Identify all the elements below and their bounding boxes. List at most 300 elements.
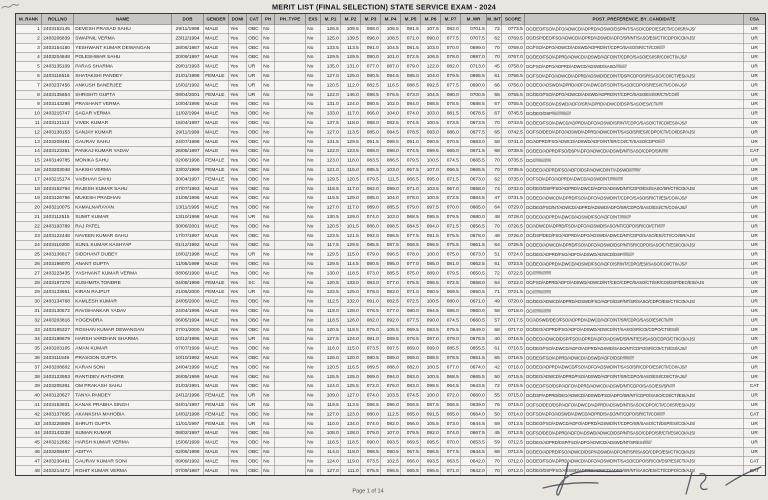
cell-gender: MALE bbox=[204, 184, 229, 193]
cell-m_p1: 120.5 bbox=[321, 278, 341, 287]
table-row bbox=[16, 325, 766, 334]
cell-m_p6: 096.5 bbox=[421, 278, 441, 287]
cell-name: PANKAJ KUMAR YADAV bbox=[74, 146, 172, 155]
cell-csa: CAT bbox=[744, 381, 766, 390]
cell-domi: Yes bbox=[229, 128, 247, 137]
cell-m_p4: 112.5 bbox=[381, 410, 401, 419]
cell-m_p3: 076.0 bbox=[361, 325, 381, 334]
cell-gender: MALE bbox=[204, 99, 229, 108]
cell-ph: No bbox=[262, 62, 275, 71]
cell-domi: Yes bbox=[229, 62, 247, 71]
cell-gender: MALE bbox=[204, 240, 229, 249]
cell-m_p2: 125.0 bbox=[341, 287, 361, 296]
cell-rollno: 2403123953 bbox=[42, 372, 74, 381]
table-row bbox=[16, 193, 766, 202]
cell-post_preference_by_candidate: DC/DEO/ADPRD/DSP/FSO/ADFO/ADWCD/ADSWD/NT/SR/ESI/////// bbox=[525, 438, 744, 447]
table-row bbox=[16, 353, 766, 362]
cell-m_p1: 125.5 bbox=[321, 372, 341, 381]
cell-m_p1: 131.5 bbox=[321, 137, 341, 146]
cell-m_p7: 073.0 bbox=[441, 419, 461, 428]
cell-exs: No bbox=[306, 334, 321, 343]
cell-m_p7: 071.0 bbox=[441, 466, 461, 476]
cell-score: 0717.5 bbox=[502, 316, 525, 325]
cell-m_p3: 079.5 bbox=[361, 175, 381, 184]
cell-ph_type bbox=[275, 128, 306, 137]
cell-gender: MALE bbox=[204, 62, 229, 71]
cell-dob: 13/11/1995 bbox=[172, 203, 204, 212]
cell-rollno: 2403134768 bbox=[42, 297, 74, 306]
cell-csa: UR bbox=[744, 165, 766, 174]
cell-csa: UR bbox=[744, 137, 766, 146]
cell-name: SAKSHI VERMA bbox=[74, 165, 172, 174]
cell-dob: 24/05/2000 bbox=[172, 297, 204, 306]
cell-post_preference_by_candidate: DC/FSO/ADFO/ADWCD/ADPRD/ADSWD/DEO/NT/DSP/CDPO/SR/SASO/COI/CTI/ESI/AJS/ bbox=[525, 71, 744, 80]
cell-m_p2: 131.0 bbox=[341, 62, 361, 71]
cell-m_p6: 103.0 bbox=[421, 43, 441, 52]
cell-m_wr: 0664.0 bbox=[461, 410, 487, 419]
cell-name: SIDDHANT DUBEY bbox=[74, 250, 172, 259]
cell-m_p4: 085.5 bbox=[381, 269, 401, 278]
cell-domi: Yes bbox=[229, 344, 247, 353]
cell-m_p5: 078.5 bbox=[401, 128, 421, 137]
column-header-gender: GENDER bbox=[204, 14, 229, 25]
cell-rollno: 2403195327 bbox=[42, 325, 74, 334]
cell-score: 0743.5 bbox=[502, 118, 525, 127]
cell-m_p5: 067.5 bbox=[401, 165, 421, 174]
cell-name: ANANT GUPTA bbox=[74, 259, 172, 268]
cell-m_p6: 096.5 bbox=[421, 447, 441, 456]
cell-domi: Yes bbox=[229, 287, 247, 296]
cell-score: 0773.5 bbox=[502, 24, 525, 33]
cell-dob: 08/02/1997 bbox=[172, 428, 204, 437]
cell-m_rank: 23 bbox=[16, 231, 42, 240]
cell-post_preference_by_candidate: DC/DEO/ADPRD/FSO/ADFO/DSP/ADWCD/NT/ADSWD////////// bbox=[525, 165, 744, 174]
cell-m_p5: 067.5 bbox=[401, 447, 421, 456]
cell-m_p2: 119.0 bbox=[341, 457, 361, 466]
cell-m_p6: 107.5 bbox=[421, 24, 441, 33]
cell-post_preference_by_candidate: DC/DEO/DSP///////////////// bbox=[525, 109, 744, 118]
cell-m_p6: 092.0 bbox=[421, 428, 441, 437]
cell-m_p3: 082.5 bbox=[361, 81, 381, 90]
cell-post_preference_by_candidate: DC/FSO/ADFO/ADSWD/ADWCD/ADPRD/SASO/NT/CDPO/SR/CTI/COI////// bbox=[525, 410, 744, 419]
cell-score: 0717.0 bbox=[502, 325, 525, 334]
cell-cat: UR bbox=[247, 391, 262, 400]
cell-m_p1: 126.0 bbox=[321, 353, 341, 362]
cell-m_p3: 090.0 bbox=[361, 438, 381, 447]
cell-m_p5: 066.0 bbox=[401, 457, 421, 466]
cell-csa: UR bbox=[744, 128, 766, 137]
cell-ph: No bbox=[262, 222, 275, 231]
cell-m_p2: 129.5 bbox=[341, 240, 361, 249]
cell-ph_type bbox=[275, 212, 306, 221]
cell-post_preference_by_candidate: DC/FSO/DEO/DSP/ADFO/ADWCD/ADPRD/ADSWD/NT/SASO/CDPO/CTI/COI/SR/ESI/AJS/ bbox=[525, 400, 744, 409]
cell-rollno: 2403152794 bbox=[42, 184, 74, 193]
cell-m_p4: 087.0 bbox=[381, 62, 401, 71]
cell-m_p4: 104.0 bbox=[381, 193, 401, 202]
cell-m_p3: 089.0 bbox=[361, 203, 381, 212]
cell-score: 0715.0 bbox=[502, 391, 525, 400]
cell-post_preference_by_candidate: DC/DEO/FSO/ADSWD/ADFO/SR/ADPRD/ADWCD/DSP/SASO/ESI/CTI///// bbox=[525, 99, 744, 108]
cell-m_int: 66 bbox=[487, 81, 502, 90]
cell-score: 0714.0 bbox=[502, 410, 525, 419]
cell-domi: Yes bbox=[229, 316, 247, 325]
cell-m_p7: 068.5 bbox=[441, 372, 461, 381]
cell-m_p4: 090.5 bbox=[381, 447, 401, 456]
cell-m_p4: 088.0 bbox=[381, 363, 401, 372]
cell-ph: No bbox=[262, 466, 275, 476]
cell-cat: SC bbox=[247, 278, 262, 287]
cell-gender: MALE bbox=[204, 212, 229, 221]
cell-csa: UR bbox=[744, 287, 766, 296]
cell-m_int: 57 bbox=[487, 316, 502, 325]
cell-rollno: 2403110200 bbox=[42, 240, 74, 249]
cell-m_wr: 0658.0 bbox=[461, 278, 487, 287]
cell-gender: FEMALE bbox=[204, 419, 229, 428]
cell-m_int: 67 bbox=[487, 99, 502, 108]
cell-cat: OBC bbox=[247, 175, 262, 184]
cell-m_wr: 0639.0 bbox=[461, 400, 487, 409]
cell-gender: FEMALE bbox=[204, 400, 229, 409]
cell-m_p4: 096.5 bbox=[381, 250, 401, 259]
cell-dob: 20/09/1997 bbox=[172, 52, 204, 61]
cell-m_p4: 097.5 bbox=[381, 344, 401, 353]
cell-m_int: 48 bbox=[487, 231, 502, 240]
cell-dob: 29/11/1999 bbox=[172, 128, 204, 137]
cell-m_p5: 079.0 bbox=[401, 203, 421, 212]
cell-score: 0712.5 bbox=[502, 447, 525, 456]
cell-m_int: 61 bbox=[487, 71, 502, 80]
cell-exs: No bbox=[306, 43, 321, 52]
cell-name: MONIKA SAHU bbox=[74, 156, 172, 165]
cell-m_p2: 116.5 bbox=[341, 363, 361, 372]
cell-post_preference_by_candidate: DC/DEO/FSO/DSP/ADFO/ADPRD/ADWCD/ADSWD/NT/CDPO/SASO/ESI/SR///// bbox=[525, 381, 744, 390]
cell-csa: CAT bbox=[744, 457, 766, 466]
cell-ph_type bbox=[275, 184, 306, 193]
cell-domi: Yes bbox=[229, 52, 247, 61]
cell-m_p1: 124.0 bbox=[321, 381, 341, 390]
cell-m_p4: 105.5 bbox=[381, 325, 401, 334]
cell-domi: Yes bbox=[229, 428, 247, 437]
cell-dob: 30/06/2001 bbox=[172, 222, 204, 231]
cell-cat: OBC bbox=[247, 193, 262, 202]
cell-cat: OBC bbox=[247, 128, 262, 137]
cell-m_int: 64 bbox=[487, 203, 502, 212]
cell-m_p6: 087.5 bbox=[421, 400, 441, 409]
cell-m_p7: 072.5 bbox=[441, 278, 461, 287]
cell-m_rank: 25 bbox=[16, 250, 42, 259]
cell-ph_type bbox=[275, 353, 306, 362]
cell-csa: UR bbox=[744, 372, 766, 381]
cell-m_rank: 12 bbox=[16, 128, 42, 137]
cell-m_p5: 078.5 bbox=[401, 334, 421, 343]
cell-post_preference_by_candidate: DC/DEO/ADPRD/FSO/ADFO/ADSWD/ADWCD/NT/SASO/SR/COI/CDPO/CTI/ESI/// bbox=[525, 325, 744, 334]
cell-m_p6: 083.5 bbox=[421, 325, 441, 334]
table-row bbox=[16, 466, 766, 476]
cell-m_p2: 133.0 bbox=[341, 278, 361, 287]
cell-m_rank: 4 bbox=[16, 52, 42, 61]
cell-m_p2: 115.0 bbox=[341, 165, 361, 174]
cell-exs: No bbox=[306, 269, 321, 278]
cell-m_p7: 081.0 bbox=[441, 259, 461, 268]
cell-m_p5: 077.5 bbox=[401, 316, 421, 325]
cell-m_p1: 130.0 bbox=[321, 269, 341, 278]
cell-m_p1: 137.5 bbox=[321, 118, 341, 127]
cell-gender: MALE bbox=[204, 447, 229, 456]
cell-cat: OBC bbox=[247, 165, 262, 174]
cell-m_p2: 109.5 bbox=[341, 24, 361, 33]
cell-m_p6: 100.5 bbox=[421, 193, 441, 202]
cell-domi: Yes bbox=[229, 381, 247, 390]
cell-m_p5: 069.0 bbox=[401, 353, 421, 362]
cell-m_p6: 090.0 bbox=[421, 316, 441, 325]
cell-m_p2: 129.5 bbox=[341, 52, 361, 61]
cell-gender: MALE bbox=[204, 137, 229, 146]
cell-domi: Yes bbox=[229, 457, 247, 466]
cell-csa: UR bbox=[744, 391, 766, 400]
cell-ph_type bbox=[275, 43, 306, 52]
cell-m_rank: 44 bbox=[16, 428, 42, 437]
cell-score: 0718.0 bbox=[502, 306, 525, 315]
cell-ph_type bbox=[275, 428, 306, 437]
cell-m_rank: 19 bbox=[16, 193, 42, 202]
page-title: MERIT LIST (FINAL SELECTION) STATE SERVICE EXAM - 2024 bbox=[272, 3, 496, 12]
cell-m_p5: 075.0 bbox=[401, 269, 421, 278]
cell-m_p1: 119.5 bbox=[321, 400, 341, 409]
cell-rollno: 2403111549 bbox=[42, 353, 74, 362]
cell-csa: UR bbox=[744, 240, 766, 249]
cell-dob: 10/10/1992 bbox=[172, 353, 204, 362]
cell-ph_type bbox=[275, 90, 306, 99]
cell-m_p6: 100.5 bbox=[421, 363, 441, 372]
cell-gender: FEMALE bbox=[204, 391, 229, 400]
cell-m_p2: 117.0 bbox=[341, 184, 361, 193]
cell-m_p7: 085.5 bbox=[441, 344, 461, 353]
cell-m_rank: 32 bbox=[16, 316, 42, 325]
cell-csa: UR bbox=[744, 353, 766, 362]
cell-dob: 21/06/2000 bbox=[172, 287, 204, 296]
table-row bbox=[16, 231, 766, 240]
cell-m_rank: 39 bbox=[16, 381, 42, 390]
cell-ph: No bbox=[262, 34, 275, 43]
merit-list-table bbox=[15, 13, 766, 476]
cell-m_p6: 095.5 bbox=[421, 466, 441, 476]
cell-domi: Yes bbox=[229, 353, 247, 362]
cell-dob: 23/02/1999 bbox=[172, 165, 204, 174]
cell-post_preference_by_candidate: DC/FSO/ADFO/ADWCD/ADSWD/ADPRD/NT/CDPO/SASO/SR/CTI/COI////// bbox=[525, 43, 744, 52]
cell-ph_type bbox=[275, 165, 306, 174]
cell-exs: No bbox=[306, 165, 321, 174]
cell-m_p7: 074.0 bbox=[441, 428, 461, 437]
table-row bbox=[16, 438, 766, 447]
cell-exs: No bbox=[306, 240, 321, 249]
cell-m_p1: 115.5 bbox=[321, 193, 341, 202]
cell-m_wr: 0697.0 bbox=[461, 52, 487, 61]
cell-cat: OBC bbox=[247, 325, 262, 334]
cell-m_p4: 092.0 bbox=[381, 316, 401, 325]
cell-m_p2: 129.0 bbox=[341, 212, 361, 221]
cell-ph: No bbox=[262, 250, 275, 259]
cell-post_preference_by_candidate: DC/DEO/FSO/NT/ADWCD/ADPRD/ADSWD/ADFO/SR/CDPO/SASO/ESI/CTI/COI/AJS// bbox=[525, 203, 744, 212]
cell-m_p1: 125.0 bbox=[321, 34, 341, 43]
header-row bbox=[16, 14, 766, 25]
cell-m_p3: 096.0 bbox=[361, 34, 381, 43]
table-row bbox=[16, 428, 766, 437]
cell-csa: UR bbox=[744, 222, 766, 231]
column-header-m_p3: M_P3 bbox=[361, 14, 381, 25]
cell-m_p3: 089.0 bbox=[361, 146, 381, 155]
cell-name: VIVEK KUMAR bbox=[74, 118, 172, 127]
cell-m_p1: 108.0 bbox=[321, 428, 341, 437]
cell-ph: No bbox=[262, 156, 275, 165]
cell-rollno: 2403126796 bbox=[42, 193, 74, 202]
cell-name: PRASHANT VERMA bbox=[74, 99, 172, 108]
cell-m_rank: 21 bbox=[16, 212, 42, 221]
cell-cat: OBC bbox=[247, 410, 262, 419]
cell-m_p3: 080.5 bbox=[361, 71, 381, 80]
cell-domi: Yes bbox=[229, 71, 247, 80]
cell-score: 0742.5 bbox=[502, 128, 525, 137]
cell-m_p6: 107.0 bbox=[421, 165, 441, 174]
cell-domi: Yes bbox=[229, 250, 247, 259]
cell-m_int: 76 bbox=[487, 400, 502, 409]
cell-m_p7: 082.0 bbox=[441, 24, 461, 33]
cell-cat: OBC bbox=[247, 222, 262, 231]
cell-m_rank: 45 bbox=[16, 438, 42, 447]
cell-post_preference_by_candidate: DC/DEO/ADWCD/ADPRD/FSO/ADFO/ADSWD/NT/CDPO/SASO/SR/CTI/ESI/COI/AJS// bbox=[525, 193, 744, 202]
cell-name: YESHWANT KUMAR DEWANGAN bbox=[74, 43, 172, 52]
cell-m_p2: 118.0 bbox=[341, 118, 361, 127]
cell-m_int: 55 bbox=[487, 391, 502, 400]
cell-dob: 21/01/1998 bbox=[172, 71, 204, 80]
cell-m_p4: 082.5 bbox=[381, 118, 401, 127]
cell-exs: No bbox=[306, 34, 321, 43]
cell-m_p5: 077.5 bbox=[401, 231, 421, 240]
cell-m_p4: 083.0 bbox=[381, 287, 401, 296]
table-row bbox=[16, 381, 766, 390]
cell-post_preference_by_candidate: DC/DEO/ADPRD/FSO/DSP/ADFO/ADWCD/ADSWD/NT/SASO/CDPO/SR////// bbox=[525, 146, 744, 155]
cell-cat: UR bbox=[247, 81, 262, 90]
cell-score: 0716.0 bbox=[502, 363, 525, 372]
cell-post_preference_by_candidate: DC/DEO/ADWCD/ADPRD/ADSWD/FSO/ADFO/DSP/NT/SR/SASO/CDPO/ESI/CTI/COI/AJS/ bbox=[525, 297, 744, 306]
cell-gender: MALE bbox=[204, 52, 229, 61]
cell-m_p7: 064.5 bbox=[441, 381, 461, 390]
cell-m_p7: 071.5 bbox=[441, 175, 461, 184]
cell-gender: MALE bbox=[204, 438, 229, 447]
cell-name: SANJAY KUMAR bbox=[74, 128, 172, 137]
cell-m_p1: 124.0 bbox=[321, 457, 341, 466]
table-row bbox=[16, 99, 766, 108]
cell-m_p3: 091.0 bbox=[361, 297, 381, 306]
cell-m_p6: 092.5 bbox=[421, 81, 441, 90]
cell-domi: Yes bbox=[229, 231, 247, 240]
cell-m_p4: 076.5 bbox=[381, 90, 401, 99]
column-header-score: SCORE bbox=[502, 14, 525, 25]
cell-m_rank: 40 bbox=[16, 391, 42, 400]
cell-name: HARSH KUMAR VERMA bbox=[74, 438, 172, 447]
cell-m_p5: 078.0 bbox=[401, 250, 421, 259]
cell-m_rank: 29 bbox=[16, 287, 42, 296]
cell-m_p4: 089.5 bbox=[381, 334, 401, 343]
cell-domi: Yes bbox=[229, 34, 247, 43]
cell-score: 0716.5 bbox=[502, 334, 525, 343]
cell-m_p7: 079.5 bbox=[441, 269, 461, 278]
cell-rollno: 2403136817 bbox=[42, 250, 74, 259]
cell-cat: OBC bbox=[247, 118, 262, 127]
cell-m_p3: 086.5 bbox=[361, 400, 381, 409]
cell-rollno: 2403196070 bbox=[42, 259, 74, 268]
cell-ph: No bbox=[262, 184, 275, 193]
cell-m_p5: 074.5 bbox=[401, 146, 421, 155]
cell-m_p7: 063.5 bbox=[441, 457, 461, 466]
cell-ph_type bbox=[275, 193, 306, 202]
cell-post_preference_by_candidate: DC/DEO/DSP/FSO/ADSWD/ADPRD/ADWCD/ADFO/SR/NT/SASO/ESI/CTI/CDPO/COI/AJS/ bbox=[525, 466, 744, 476]
cell-m_p2: 117.0 bbox=[341, 203, 361, 212]
cell-rollno: 2403137695 bbox=[42, 410, 74, 419]
cell-m_p1: 120.5 bbox=[321, 222, 341, 231]
cell-m_int: 64 bbox=[487, 240, 502, 249]
table-row bbox=[16, 269, 766, 278]
column-header-m_p4: M_P4 bbox=[381, 14, 401, 25]
cell-score: 0728.0 bbox=[502, 212, 525, 221]
cell-m_p4: 104.5 bbox=[381, 43, 401, 52]
cell-ph_type bbox=[275, 156, 306, 165]
cell-m_int: 58 bbox=[487, 306, 502, 315]
cell-m_rank: 43 bbox=[16, 419, 42, 428]
cell-ph: No bbox=[262, 146, 275, 155]
cell-domi: Yes bbox=[229, 372, 247, 381]
cell-m_p3: 073.5 bbox=[361, 344, 381, 353]
cell-m_p1: 118.5 bbox=[321, 316, 341, 325]
cell-score: 0722.0 bbox=[502, 278, 525, 287]
cell-domi: Yes bbox=[229, 222, 247, 231]
cell-ph_type bbox=[275, 71, 306, 80]
cell-m_p3: 081.0 bbox=[361, 334, 381, 343]
cell-cat: UR bbox=[247, 419, 262, 428]
cell-cat: OBC bbox=[247, 353, 262, 362]
cell-m_p4: 085.5 bbox=[381, 203, 401, 212]
cell-ph_type bbox=[275, 118, 306, 127]
cell-m_p7: 075.5 bbox=[441, 240, 461, 249]
cell-ph: No bbox=[262, 118, 275, 127]
cell-post_preference_by_candidate: DC/DEO/FSO/ADPRD/ADWCD/ADSWD/ADFO/DSP////////// bbox=[525, 353, 744, 362]
cell-m_p3: 073.5 bbox=[361, 457, 381, 466]
cell-rollno: 2403121113 bbox=[42, 118, 74, 127]
cell-rollno: 2403153931 bbox=[42, 400, 74, 409]
cell-dob: 24/07/1998 bbox=[172, 137, 204, 146]
cell-m_p2: 113.5 bbox=[341, 43, 361, 52]
cell-m_p3: 083.5 bbox=[361, 156, 381, 165]
cell-m_p3: 088.5 bbox=[361, 447, 381, 456]
cell-dob: 17/07/1997 bbox=[172, 231, 204, 240]
cell-m_wr: 0644.5 bbox=[461, 419, 487, 428]
cell-name: KAMLESH KUMAR bbox=[74, 297, 172, 306]
cell-m_p4: 103.0 bbox=[381, 212, 401, 221]
cell-m_p7: 086.0 bbox=[441, 306, 461, 315]
cell-exs: No bbox=[306, 278, 321, 287]
cell-m_rank: 6 bbox=[16, 71, 42, 80]
cell-gender: FEMALE bbox=[204, 287, 229, 296]
cell-ph_type bbox=[275, 334, 306, 343]
cell-csa: UR bbox=[744, 109, 766, 118]
cell-m_p3: 089.5 bbox=[361, 363, 381, 372]
cell-m_p1: 130.5 bbox=[321, 212, 341, 221]
cell-name: PARAS SHARMA bbox=[74, 62, 172, 71]
cell-dob: 29/11/1998 bbox=[172, 24, 204, 33]
cell-m_int: 70 bbox=[487, 466, 502, 476]
cell-rollno: 2403130572 bbox=[42, 306, 74, 315]
column-header-exs: EXS bbox=[306, 14, 321, 25]
cell-m_p1: 133.0 bbox=[321, 109, 341, 118]
